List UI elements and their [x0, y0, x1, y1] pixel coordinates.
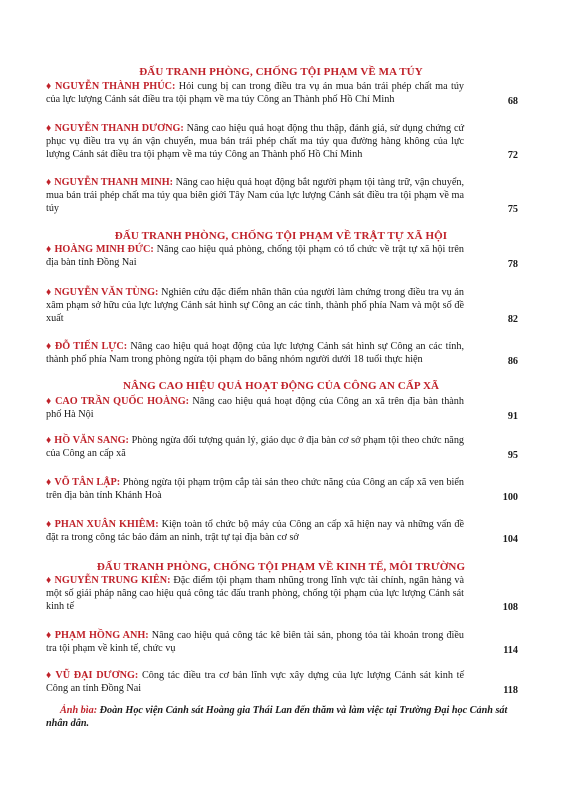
diamond-bullet-icon: ♦	[46, 575, 52, 586]
page-number: 100	[502, 491, 518, 503]
article-title: Đặc điểm tội phạm tham nhũng trong lĩnh vực tài chính, ngân hàng và một số giải pháp nâng cao hiệu quả công tác đấu tranh phòng, chống tội phạm của lực lượng Cảnh sát kinh tế	[46, 575, 465, 612]
toc-entry[interactable]	[46, 396, 518, 422]
page-number: 104	[502, 533, 518, 545]
page-number: 114	[503, 644, 518, 656]
cover-caption-text: Đoàn Học viện Cảnh sát Hoàng gia Thái Lan đến thăm và làm việc tại Trường Đại học Cảnh sát nhân dân.	[46, 705, 508, 729]
page-number: 95	[507, 449, 518, 461]
article-title: Nâng cao hiệu quả hoạt động của Công an xã trên địa bàn thành phố Hà Nội	[46, 396, 464, 420]
toc-entry[interactable]	[46, 670, 518, 696]
diamond-bullet-icon: ♦	[46, 519, 52, 530]
author-name: HỒ VĂN SANG:	[54, 435, 129, 446]
toc-entry[interactable]	[46, 630, 518, 656]
diamond-bullet-icon: ♦	[46, 123, 52, 134]
page-number: 86	[507, 355, 518, 367]
article-title: Nâng cao hiệu quả hoạt động thu thập, đánh giá, sử dụng chứng cứ phục vụ điều tra vụ án vận chuyển, mua bán trái phép chất ma túy qua đường hàng không của lực lượng Cảnh sát điều tra tội phạm về ma túy Công an Thành phố Hồ Chí Minh	[46, 123, 464, 160]
author-name: PHẠM HỒNG ANH:	[54, 630, 149, 641]
page-number: 78	[507, 258, 518, 270]
author-name: CAO TRẦN QUỐC HOÀNG:	[55, 396, 190, 407]
cover-photo-caption	[46, 704, 518, 730]
diamond-bullet-icon: ♦	[46, 477, 52, 488]
article-title: Phòng ngừa đối tượng quản lý, giáo dục ở địa bàn cơ sở phạm tội theo chức năng của Công an cấp xã	[46, 435, 465, 459]
diamond-bullet-icon: ♦	[46, 630, 52, 641]
toc-entry[interactable]	[46, 81, 518, 107]
article-title: Nâng cao hiệu quả công tác kê biên tài sản, phong tỏa tài khoản trong điều tra tội phạm về kinh tế, chức vụ	[46, 630, 465, 654]
cover-caption-label: Ảnh bìa:	[60, 705, 98, 716]
diamond-bullet-icon: ♦	[46, 341, 52, 352]
page-number: 75	[507, 204, 518, 216]
diamond-bullet-icon: ♦	[46, 177, 52, 188]
toc-entry[interactable]	[46, 244, 518, 270]
section-heading: ĐẤU TRANH PHÒNG, CHỐNG TỘI PHẠM VỀ MA TÚY	[139, 66, 423, 78]
author-name: PHAN XUÂN KHIÊM:	[54, 519, 159, 530]
toc-entry[interactable]	[46, 341, 518, 367]
page-number: 91	[507, 410, 518, 422]
toc-entry[interactable]	[46, 435, 518, 461]
diamond-bullet-icon: ♦	[46, 670, 53, 681]
article-title: Nâng cao hiệu quả phòng, chống tội phạm có tổ chức về trật tự xã hội trên địa bàn tỉnh Đồng Nai	[46, 244, 464, 268]
page-number: 118	[503, 684, 518, 696]
author-name: HOÀNG MINH ĐỨC:	[54, 244, 154, 255]
author-name: VÕ TÂN LẬP:	[54, 477, 121, 488]
article-title: Kiện toàn tổ chức bộ máy của Công an cấp xã hiện nay và những vấn đề đặt ra trong công tác bảo đảm an ninh, trật tự tại địa bàn cơ sở	[46, 519, 465, 543]
toc-entry[interactable]	[46, 123, 518, 161]
author-name: NGUYỄN THANH MINH:	[54, 177, 174, 188]
author-name: VŨ ĐẠI DƯƠNG:	[55, 670, 139, 681]
article-title: Công tác điều tra cơ bản lĩnh vực xây dựng của lực lượng Cảnh sát kinh tế Công an tỉnh Đồng Nai	[46, 670, 464, 694]
diamond-bullet-icon: ♦	[46, 435, 52, 446]
page-number: 108	[502, 602, 518, 614]
article-title: Hỏi cung bị can trong điều tra vụ án mua bán trái phép chất ma túy của lực lượng Cảnh sát điều tra tội phạm về ma túy Công an Thành phố Hồ Chí Minh	[46, 81, 465, 105]
toc-entry[interactable]	[46, 519, 518, 545]
page-number: 68	[507, 95, 518, 107]
article-title: Phòng ngừa tội phạm trộm cắp tài sản theo chức năng của Công an cấp xã ven biển trên địa bàn tỉnh Khánh Hoà	[46, 477, 465, 501]
section-heading: NÂNG CAO HIỆU QUẢ HOẠT ĐỘNG CỦA CÔNG AN CẤP XÃ	[122, 380, 440, 392]
section-heading: ĐẤU TRANH PHÒNG, CHỐNG TỘI PHẠM VỀ TRẬT TỰ XÃ HỘI	[114, 230, 448, 242]
author-name: NGUYỄN VĂN TÙNG:	[54, 287, 159, 298]
section-heading: ĐẤU TRANH PHÒNG, CHỐNG TỘI PHẠM VỀ KINH TẾ, MÔI TRƯỜNG	[96, 561, 466, 573]
article-title: Nghiên cứu đặc điểm nhân thân của người làm chứng trong điều tra vụ án xâm phạm sở hữu của lực lượng Cảnh sát hình sự Công an các tỉnh, thành phố phía Nam và một số đề xuất	[46, 287, 464, 324]
article-title: Nâng cao hiệu quả hoạt động của lực lượng Cảnh sát hình sự Công an các tỉnh, thành phố phía Nam trong phòng ngừa tội phạm do băng nhóm người dưới 18 tuổi thực hiện	[46, 341, 465, 365]
author-name: ĐỖ TIẾN LỰC:	[54, 341, 128, 352]
diamond-bullet-icon: ♦	[46, 287, 52, 298]
diamond-bullet-icon: ♦	[46, 244, 52, 255]
author-name: NGUYỄN THANH DƯƠNG:	[54, 123, 184, 134]
toc-entry[interactable]	[46, 477, 518, 503]
page-number: 72	[507, 150, 518, 162]
author-name: NGUYỄN TRUNG KIÊN:	[54, 575, 171, 586]
page-number: 82	[507, 314, 518, 326]
toc-entry[interactable]	[46, 575, 518, 613]
diamond-bullet-icon: ♦	[46, 396, 53, 407]
toc-entry[interactable]	[46, 287, 518, 325]
toc-entry[interactable]	[46, 177, 518, 215]
author-name: NGUYỄN THÀNH PHÚC:	[55, 81, 176, 92]
article-title: Nâng cao hiệu quả hoạt động bắt người phạm tội tàng trữ, vận chuyển, mua bán trái phép chất ma túy qua biên giới Tây Nam của lực lượng Cảnh sát điều tra tội phạm về ma túy	[46, 177, 465, 214]
diamond-bullet-icon: ♦	[46, 81, 53, 92]
